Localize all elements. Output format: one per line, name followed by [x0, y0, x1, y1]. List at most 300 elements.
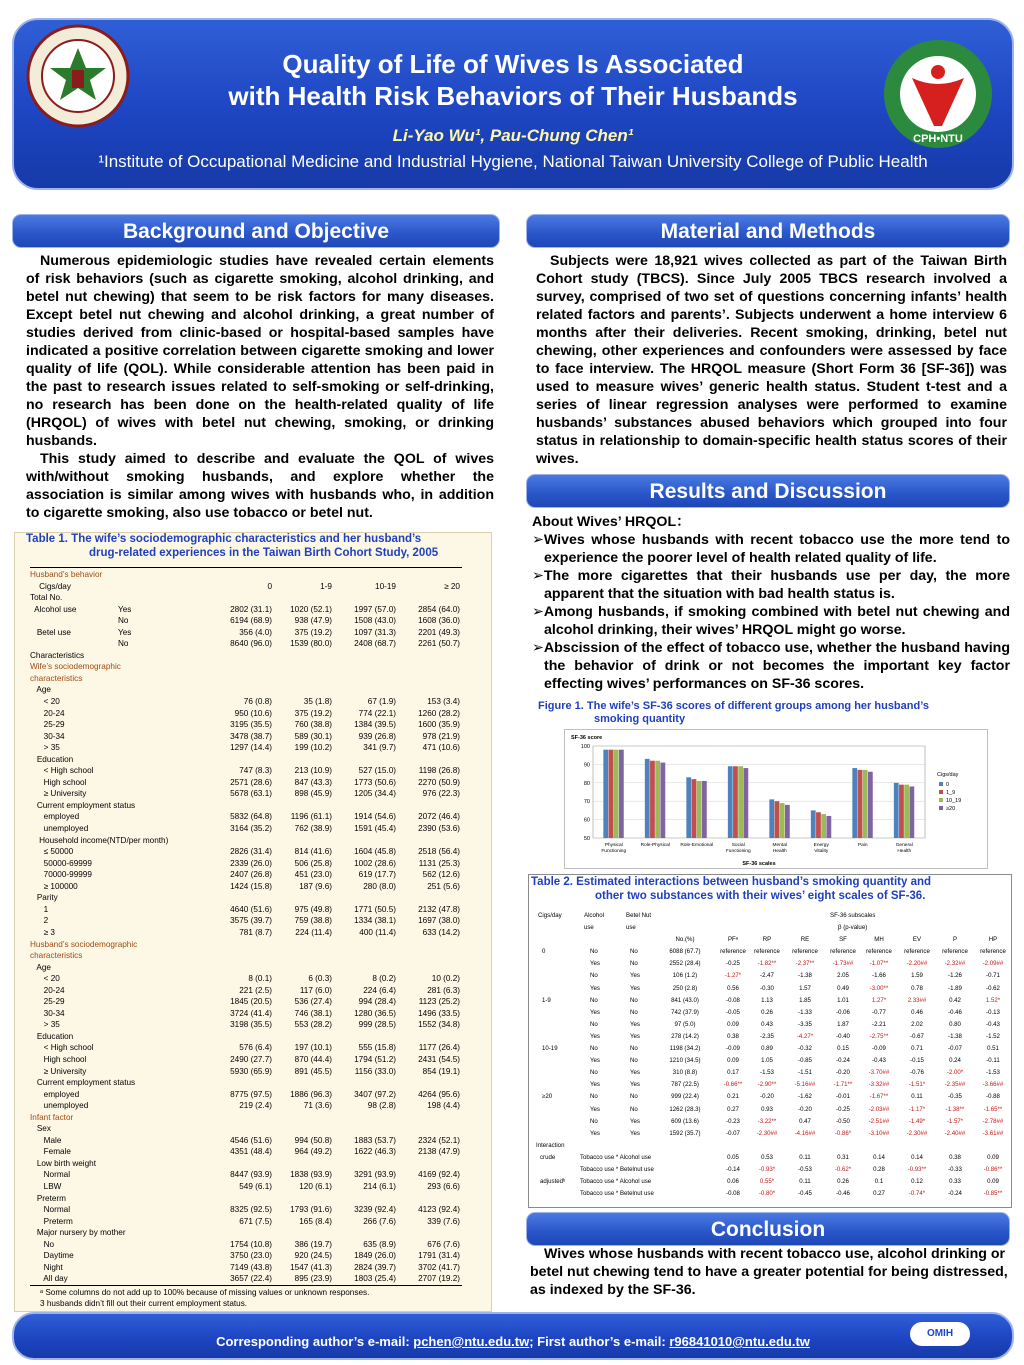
poster-footer	[12, 1312, 1014, 1360]
table2-cell: -1.53	[986, 1069, 1000, 1077]
table1-row	[30, 835, 460, 847]
table2-cell: No	[590, 996, 598, 1004]
table2-cell: reference	[830, 948, 856, 956]
table2-cell: RE	[800, 936, 810, 944]
table1-cell: 1886 (96.3)	[290, 1089, 332, 1099]
y-tick-label: 100	[580, 744, 590, 750]
table2-cell: -2.30##	[906, 1129, 928, 1137]
table1-cell: 1793 (91.6)	[290, 1205, 332, 1215]
table1-cell: 221 (2.5)	[239, 985, 272, 995]
legend-swatch	[939, 782, 943, 786]
legend-entry: 1_9	[946, 790, 956, 796]
bar	[619, 750, 624, 838]
results-bullet: ➢Abscission of the effect of tobacco use, whether the husband having the behavior of drink or not becomes the important key factor effecting wives’ performances on SF-36 scores.	[532, 640, 1010, 692]
table1-cell: 71 (3.6)	[303, 1101, 332, 1111]
table1-row	[30, 927, 460, 939]
table1-cell: 3478 (38.7)	[230, 731, 272, 741]
table1-cell: 2407 (26.8)	[230, 870, 272, 880]
table2-cell: -1.53	[760, 1069, 774, 1077]
bar	[863, 770, 868, 838]
table1-row	[30, 731, 460, 743]
table1-cell: 67 (1.9)	[367, 697, 396, 707]
table2-cell: 1262 (28.3)	[669, 1105, 701, 1113]
table1-row-label: < 20	[30, 974, 60, 984]
table2-cell: 0.27	[727, 1105, 739, 1113]
table2-cell: 1.57	[799, 984, 811, 992]
table2-cell: -0.33	[948, 1165, 962, 1173]
table1-cell: 3239 (92.4)	[354, 1205, 396, 1215]
table1-cell: 781 (8.7)	[239, 927, 272, 937]
table2-cell: 0.55*	[759, 1178, 775, 1186]
table2-row	[534, 1116, 1008, 1128]
table2-row	[534, 910, 1008, 922]
table2-cell: 0.89	[761, 1045, 773, 1053]
table1-cell: 920 (24.5)	[294, 1251, 332, 1261]
table1-cell: 1496 (33.5)	[418, 1008, 460, 1018]
table1-row-sublabel: Yes	[118, 604, 132, 614]
table2-cell: -0.50	[836, 1117, 850, 1125]
table2-cell: use	[626, 924, 636, 932]
table2-cell: -1.38	[948, 1032, 962, 1040]
table1-cell: 3657 (22.4)	[230, 1274, 272, 1284]
bar	[743, 768, 748, 838]
table2-cell: reference	[904, 948, 930, 956]
table1-row	[30, 823, 460, 835]
table1-cell: 8775 (97.5)	[230, 1089, 272, 1099]
table1-cell: 3724 (41.4)	[230, 1008, 272, 1018]
table2-cell: 1.87	[837, 1020, 849, 1028]
table2-cell: 0.27	[873, 1190, 885, 1198]
table2-row	[534, 1188, 1008, 1200]
table1-cell: 375 (19.2)	[294, 708, 332, 718]
first-author-email-link[interactable]: r96841010@ntu.edu.tw	[669, 1334, 810, 1349]
table2-cell: -2.90**	[757, 1081, 777, 1089]
table2-cell: -3.66##	[982, 1081, 1004, 1089]
table2-cell: -2.32##	[944, 960, 966, 968]
x-tick-label: Role-Physical	[640, 843, 670, 848]
bar	[614, 750, 619, 838]
table2-cell: -0.07	[726, 1129, 740, 1137]
table1-row-label: Cigs/day	[30, 581, 71, 591]
table1-row	[30, 915, 460, 927]
table1-cell: 2261 (50.7)	[418, 639, 460, 649]
table2-row	[534, 1043, 1008, 1055]
table2-cell: P	[952, 936, 958, 944]
table1-cell: 2571 (28.6)	[230, 777, 272, 787]
table2-cell: -4.27*	[796, 1032, 814, 1040]
table1-footnotes	[40, 1287, 369, 1309]
table2-cell: reference	[942, 948, 968, 956]
table1-cell: 224 (11.4)	[295, 927, 332, 937]
table2-cell: -2.47	[760, 972, 774, 980]
table1-cell: 197 (10.1)	[294, 1043, 332, 1053]
table2-cell: Yes	[590, 984, 600, 992]
y-tick-label: 60	[583, 817, 590, 824]
table2-cell: -0.62*	[834, 1165, 852, 1173]
table1-row-label: 1	[30, 904, 49, 914]
table2-cell: 1.01	[837, 996, 849, 1004]
table1-row-label: Current employment status	[30, 800, 136, 810]
table1-row	[30, 1169, 460, 1181]
plot-area	[593, 746, 925, 838]
table2-cell: -0.01	[836, 1093, 850, 1101]
table1-cell: 339 (7.6)	[427, 1216, 460, 1226]
table1-cell: 895 (23.9)	[294, 1274, 332, 1284]
table1-cell: 281 (6.3)	[427, 985, 460, 995]
table2-cell: -1.57*	[946, 1117, 964, 1125]
legend-title: Cigs/day	[937, 772, 959, 778]
table2-row	[534, 1007, 1008, 1019]
cph-ntu-logo-text: CPH•NTU	[913, 133, 963, 145]
table1-cell: 4169 (92.4)	[418, 1170, 460, 1180]
table2-caption-line-1: Table 2. Estimated interactions between husband’s smoking quantity and	[531, 876, 932, 888]
table1-row	[30, 858, 460, 870]
bar	[738, 766, 743, 838]
table1-row-label: < High school	[30, 766, 94, 776]
table1-row-label: Household income(NTD/per month)	[30, 835, 169, 845]
table1-cell: ≥ 20	[444, 581, 460, 591]
table1-cell: 553 (28.2)	[294, 1020, 332, 1030]
table1-cell: 847 (43.3)	[294, 777, 332, 787]
table2-cell: 0.11	[911, 1093, 923, 1101]
table1-row-label: 20-24	[30, 985, 65, 995]
table2-cell: PFᵃ	[727, 936, 739, 944]
table1-row	[30, 962, 460, 974]
table1-row	[30, 1054, 460, 1066]
table1-cell: 10 (0.2)	[431, 974, 460, 984]
table2-cell: -2.21	[872, 1020, 886, 1028]
bar	[868, 772, 873, 838]
table2-cell: Yes	[590, 960, 600, 968]
table1-row-label: Female	[30, 1147, 71, 1157]
table1-cell: 356 (4.0)	[239, 627, 272, 637]
table1-cell: 117 (6.0)	[299, 985, 332, 995]
table1-row	[30, 1216, 460, 1228]
table1-row	[30, 696, 460, 708]
table1-cell: 994 (50.8)	[294, 1135, 332, 1145]
table1-row	[30, 1204, 460, 1216]
table2-cell: -0.43	[986, 1020, 1000, 1028]
table2-cell: -1.62	[798, 1093, 812, 1101]
table1-cell: 1604 (45.8)	[354, 847, 396, 857]
table1-row	[30, 1262, 460, 1274]
table1-row-label: characteristics	[30, 951, 83, 961]
table1-cell: 4640 (51.6)	[230, 904, 272, 914]
table1-row-label: 20-24	[30, 708, 65, 718]
corresponding-email-link[interactable]: pchen@ntu.edu.tw	[413, 1334, 530, 1349]
table2-cell: Yes	[630, 1069, 640, 1077]
table2-cell: reference	[720, 948, 746, 956]
y-tick-label: 70	[583, 799, 590, 806]
table1-row-label: ≥ University	[30, 789, 87, 799]
table1-cell: 1849 (26.0)	[354, 1251, 396, 1261]
table2-cell: HP	[988, 936, 998, 944]
table1-cell: 527 (15.0)	[358, 766, 396, 776]
table2-cell: -1.82**	[757, 960, 777, 968]
table1-cell: 760 (38.8)	[294, 720, 332, 730]
table2-cell: 0.1	[874, 1178, 884, 1186]
bar	[769, 799, 774, 838]
table2-row	[534, 1079, 1008, 1091]
table2-cell: Yes	[590, 1008, 600, 1016]
table1-cell: 2339 (26.0)	[230, 858, 272, 868]
table2-cell: No	[630, 1008, 638, 1016]
table1-row	[30, 754, 460, 766]
legend-swatch	[939, 798, 943, 802]
table1-row	[30, 846, 460, 858]
table1-cell: 1334 (38.1)	[354, 916, 396, 926]
background-heading: Background and Objective	[12, 214, 500, 248]
table1-cell: 774 (22.1)	[358, 708, 396, 718]
table2-cell: -0.24	[948, 1190, 962, 1198]
table1-cell: 1600 (35.9)	[418, 720, 460, 730]
table2-cell: -2.03##	[868, 1105, 890, 1113]
x-tick-label: Mental	[772, 843, 787, 848]
table1-row	[30, 684, 460, 696]
table1-cell: 386 (19.7)	[294, 1239, 332, 1249]
table2-cell: 0.56	[727, 984, 739, 992]
table1-row-label: unemployed	[30, 824, 89, 834]
table2-row	[534, 1067, 1008, 1079]
table1-row	[30, 1273, 460, 1285]
table1-cell: 3407 (97.2)	[354, 1089, 396, 1099]
table1-row	[30, 1008, 460, 1020]
table2-cell: MH	[874, 936, 884, 944]
table2-cell: -0.35	[948, 1093, 962, 1101]
bar	[645, 759, 650, 838]
table2-cell: Betel Nut	[626, 912, 652, 919]
methods-paragraph-1: Subjects were 18,921 wives collected as part of the Taiwan Birth Cohort study (TBCS). Since July 2005 TBCS research involved a survey, comprised of two set of questions concerning infants’ health related factors and parents’. Subjects underwent a home interview 6 months after their deliveries. Recent smoking, drinking, betel nut chewing, other experiences and confounders were assessed by face to face interview. The HRQOL measure (Short Form 36 [SF-36]) was used to measure wives’ generic health status. Student t-test and a series of linear regression analyses were performed to examine husbands’ substances abused behaviors which grouped into four status in relationship to domain-specific health status scores of their wives.	[536, 253, 1007, 467]
table1-cell: 2201 (49.3)	[418, 627, 460, 637]
table2-row	[534, 970, 1008, 982]
table1-row-label: No	[30, 1239, 55, 1249]
table1-cell: 8447 (93.9)	[230, 1170, 272, 1180]
table2-cell: 0.31	[837, 1153, 849, 1161]
table1-cell: 3164 (35.2)	[230, 824, 272, 834]
table1-cell: 3198 (35.5)	[230, 1020, 272, 1030]
table2-cell: 0.05	[727, 1153, 739, 1161]
table2-cell: 742 (37.9)	[671, 1008, 699, 1016]
table2-cell: 1.52*	[985, 996, 1001, 1004]
table2-cell: Tobacco use * Betelnut use	[580, 1190, 654, 1198]
table1-row-label: Age	[30, 962, 51, 972]
table1-row-label: LBW	[30, 1181, 62, 1191]
table2-cell: 0.28	[873, 1165, 885, 1173]
bar	[692, 779, 697, 838]
table1-cell: 635 (8.9)	[363, 1239, 396, 1249]
table1-cell: 1539 (80.0)	[290, 639, 332, 649]
table2-cell: -1.71**	[833, 1081, 853, 1089]
table1-bottom-rule	[30, 1285, 462, 1286]
y-tick-label: 50	[583, 836, 590, 842]
table1-cell: 1697 (38.0)	[418, 916, 460, 926]
table2-cell: 310 (8.8)	[672, 1069, 698, 1077]
table2-cell: 2.05	[837, 972, 849, 980]
table1-top-rule	[30, 567, 462, 568]
table1-cell: 975 (49.8)	[294, 904, 332, 914]
methods-text	[536, 252, 1007, 468]
table2-cell: No	[590, 1069, 598, 1077]
legend-swatch	[939, 806, 943, 810]
table1-cell: 1803 (25.4)	[354, 1274, 396, 1284]
table2-cell: 1.85	[799, 996, 811, 1004]
bar	[821, 814, 826, 838]
table2-cell: Yes	[630, 1129, 640, 1137]
table1-row	[30, 904, 460, 916]
table2-cell: use	[584, 924, 594, 932]
table1-cell: 8325 (92.5)	[230, 1205, 272, 1215]
table2-cell: -1.51*	[908, 1081, 926, 1089]
table2-row	[534, 1128, 1008, 1140]
background-paragraph-2: This study aimed to describe and evaluate the QOL of wives with/without smoking husbands, and explore whether the association is similar among wives with husbands who, in addition to cigarette smoking, also use tobacco or betel nut.	[26, 451, 494, 521]
table2-cell: -3.35	[798, 1020, 812, 1028]
x-tick-label: General	[895, 843, 913, 848]
table2-cell: Cigs/day	[538, 912, 562, 919]
table1-row-label: 25-29	[30, 720, 65, 730]
table1-row-label: unemployed	[30, 1101, 89, 1111]
table1-row	[30, 1066, 460, 1078]
table2-cell: Alcohol	[584, 912, 604, 919]
table1-cell: 199 (10.2)	[294, 743, 332, 753]
affiliation-text: Institute of Occupational Medicine and Industrial Hygiene, National Taiwan University College of Public Health	[103, 152, 928, 171]
table2-cell: 0.93	[761, 1105, 773, 1113]
bar	[858, 770, 863, 838]
table2-cell: -0.05	[726, 1008, 740, 1016]
table2-cell: No	[630, 948, 638, 956]
table1-cell: 536 (27.4)	[294, 997, 332, 1007]
table1-row	[30, 1077, 460, 1089]
table1-row	[30, 1181, 460, 1193]
table2-cell: -1.38**	[945, 1105, 965, 1113]
table2-row	[534, 1104, 1008, 1116]
legend-entry: 0	[946, 782, 950, 788]
table1-cell: 3291 (93.9)	[354, 1170, 396, 1180]
table1-row	[30, 1135, 460, 1147]
table2-cell: -2.00*	[946, 1069, 964, 1077]
table2-cell: -0.11	[986, 1057, 1000, 1065]
table1-cell: 671 (7.5)	[239, 1216, 272, 1226]
table2-cell: -0.62	[986, 984, 1000, 992]
table2-cell: -1.07**	[869, 960, 889, 968]
table1-row	[30, 1042, 460, 1054]
bar	[702, 781, 707, 838]
table2-cell: -0.20	[798, 1105, 812, 1113]
table2-cell: -0.80*	[758, 1190, 776, 1198]
table1-cell: 870 (44.4)	[294, 1054, 332, 1064]
table1-row-label: 30-34	[30, 1008, 65, 1018]
table1-row	[30, 985, 460, 997]
table1-cell: 3750 (23.0)	[230, 1251, 272, 1261]
table2-cell: -0.74*	[908, 1190, 926, 1198]
x-tick-label: Functioning	[601, 849, 627, 854]
table1-cell: 2518 (56.4)	[418, 847, 460, 857]
table2-cell: 0.14	[873, 1153, 885, 1161]
table2-cell: 250 (2.8)	[672, 984, 698, 992]
table1-row	[30, 742, 460, 754]
table1-row-label: ≥ 3	[30, 927, 55, 937]
table2-cell: 0.09	[987, 1153, 999, 1161]
table2-cell: Yes	[630, 1117, 640, 1125]
table1-cell: 1771 (50.5)	[354, 904, 396, 914]
table2-cell: -0.07	[948, 1045, 962, 1053]
table2-cell: 1.59	[911, 972, 923, 980]
table2-cell: -2.75**	[869, 1032, 889, 1040]
table2-cell: reference	[980, 948, 1006, 956]
table1-cell: 4123 (92.4)	[418, 1205, 460, 1215]
table1-cell: 576 (6.4)	[239, 1043, 272, 1053]
table2-cell: No	[590, 972, 598, 980]
figure1-chart-panel	[564, 729, 988, 869]
table1-cell: 938 (47.9)	[294, 616, 332, 626]
table2-cell: -2.20##	[906, 960, 928, 968]
table2-cell: 0.46	[911, 1008, 923, 1016]
table1-row-label: employed	[30, 1089, 80, 1099]
table1-row-label: > 35	[30, 743, 60, 753]
table1-cell: 293 (6.6)	[427, 1181, 460, 1191]
table1-row	[30, 1019, 460, 1031]
table2-cell: -1.17*	[908, 1105, 926, 1113]
table2-cell: -0.85**	[983, 1190, 1003, 1198]
table2-cell: -1.33	[798, 1008, 812, 1016]
table2-cell: 1.05	[761, 1057, 773, 1065]
table1-row	[30, 638, 460, 650]
table1-cell: 2138 (47.9)	[418, 1147, 460, 1157]
table2-cell: Tobacco use * Alcohol use	[580, 1178, 652, 1186]
x-tick-label: Health	[772, 849, 787, 854]
table2-cell: -0.93*	[758, 1165, 776, 1173]
table1-cell: 589 (30.1)	[294, 731, 332, 741]
figure1-caption	[538, 700, 1008, 726]
table2-cell: -0.23	[726, 1117, 740, 1125]
table1-cell: 4351 (48.4)	[230, 1147, 272, 1157]
table1-cell: 1773 (50.6)	[354, 777, 396, 787]
figure1-caption-line-2: smoking quantity	[594, 713, 686, 725]
table1-row-label: Low birth weight	[30, 1158, 96, 1168]
table2-cell: 0.47	[799, 1117, 811, 1125]
table2-cell: β (p-value)	[838, 924, 868, 932]
table2-row	[534, 1031, 1008, 1043]
bar	[826, 816, 831, 838]
table2-cell: -3.10##	[868, 1129, 890, 1137]
table2-cell: -5.16##	[794, 1081, 816, 1089]
table2-cell: -0.86*	[834, 1129, 852, 1137]
table2-cell: -1.52	[986, 1032, 1000, 1040]
table1-row-label: Education	[30, 754, 74, 764]
table1-cell: 1883 (53.7)	[354, 1135, 396, 1145]
table1-row-sublabel: No	[118, 639, 129, 649]
table1-cell: 976 (22.3)	[422, 789, 460, 799]
table1-row-label: High school	[30, 777, 87, 787]
table2-row	[534, 1140, 1008, 1152]
table1-row	[30, 1112, 460, 1124]
table2-cell: Yes	[590, 1057, 600, 1065]
table1-cell: 4546 (51.6)	[230, 1135, 272, 1145]
table1-cell: 633 (14.2)	[422, 927, 460, 937]
table1-cell: 3702 (41.7)	[418, 1262, 460, 1272]
table2-cell: 0.71	[911, 1045, 923, 1053]
table2-cell: 0.06	[727, 1178, 739, 1186]
table1-cell: 187 (9.6)	[299, 881, 332, 891]
table1-cell: 2802 (31.1)	[230, 604, 272, 614]
table2-cell: -2.40##	[944, 1129, 966, 1137]
table1-row	[30, 950, 460, 962]
poster-header	[12, 18, 1014, 190]
table2-cell: -0.25	[726, 960, 740, 968]
table1-row-label: Normal	[30, 1205, 71, 1215]
table2-cell: -0.25	[836, 1105, 850, 1113]
table2-cell: 0.26	[837, 1178, 849, 1186]
table1-cell: 1754 (10.8)	[230, 1239, 272, 1249]
